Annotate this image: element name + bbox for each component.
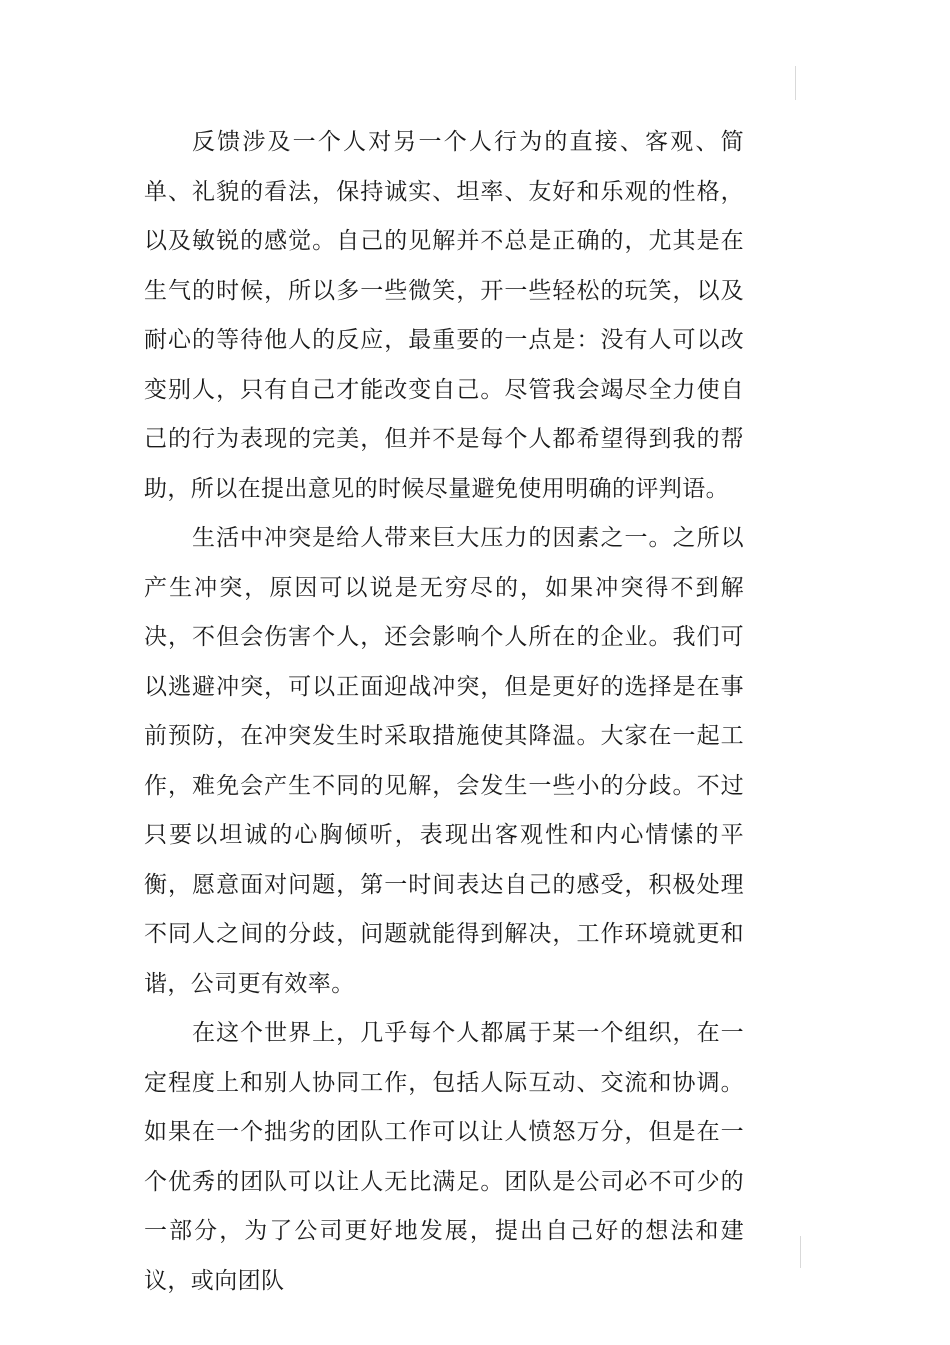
paragraph-2: 生活中冲突是给人带来巨大压力的因素之一。之所以产生冲突，原因可以说是无穷尽的，如果冲突得不到解决，不但会伤害个人，还会影响个人所在的企业。我们可以逃避冲突，可以正面迎战冲突，但是更好的选择是在事前预防，在冲突发生时采取措施使其降温。大家在一起工作，难免会产生不同的见解，会发生一些小的分歧。不过只要以坦诚的心胸倾听，表现出客观性和内心情愫的平衡，愿意面对问题，第一时间表达自己的感受，积极处理不同人之间的分歧，问题就能得到解决，工作环境就更和谐，公司更有效率。: [144, 525, 744, 997]
page-edge-mark-top: [795, 66, 796, 100]
paragraph-3: 在这个世界上，几乎每个人都属于某一个组织，在一定程度上和别人协同工作，包括人际互动、交流和协调。如果在一个拙劣的团队工作可以让人愤怒万分，但是在一个优秀的团队可以让人无比满足。团队是公司必不可少的一部分，为了公司更好地发展，提出自己好的想法和建议，或向团队: [144, 1020, 744, 1294]
paragraph-1: 反馈涉及一个人对另一个人行为的直接、客观、简单、礼貌的看法，保持诚实、坦率、友好和乐观的性格，以及敏锐的感觉。自己的见解并不总是正确的，尤其是在生气的时候，所以多一些微笑，开一些轻松的玩笑，以及耐心的等待他人的反应，最重要的一点是：没有人可以改变别人，只有自己才能改变自己。尽管我会竭尽全力使自己的行为表现的完美，但并不是每个人都希望得到我的帮助，所以在提出意见的时候尽量避免使用明确的评判语。: [144, 129, 744, 502]
document-body: [144, 118, 744, 1306]
page-edge-mark-bottom: [800, 1236, 801, 1268]
